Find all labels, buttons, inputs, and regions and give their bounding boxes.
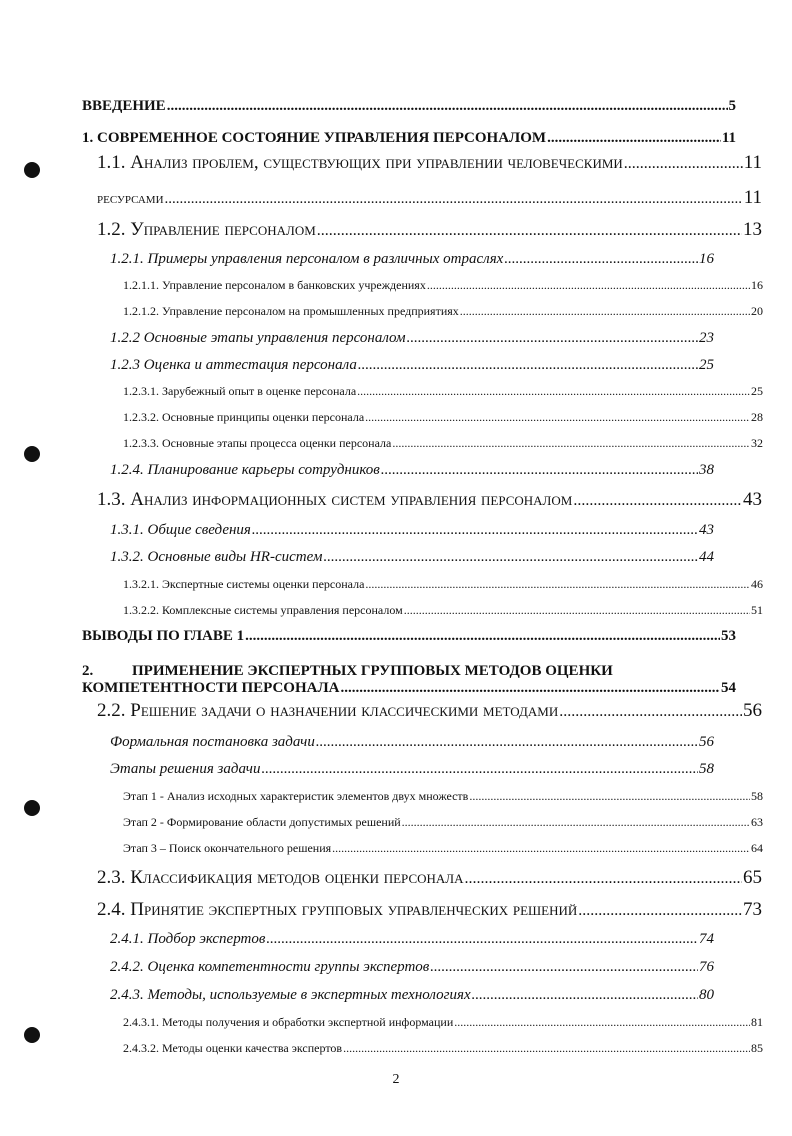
dot-leader bbox=[578, 899, 742, 921]
dot-leader bbox=[392, 436, 750, 451]
toc-entry-title: 1.2.4. Планирование карьеры сотрудников bbox=[110, 462, 380, 478]
page-ref: 76 bbox=[699, 959, 714, 975]
toc-entry bbox=[97, 219, 762, 241]
toc-entry-title: 2.2. Решение задачи о назначении классическими методами bbox=[97, 700, 559, 721]
page-ref: 58 bbox=[699, 761, 714, 777]
toc-entry-title: 1.3.2. Основные виды HR-систем bbox=[110, 549, 323, 565]
toc-entry-title: 1.2.1.2. Управление персоналом на промышленных предприятиях bbox=[123, 304, 459, 318]
dot-leader bbox=[343, 1041, 750, 1056]
chapter-number: 2. bbox=[82, 663, 94, 679]
punch-hole-mark bbox=[24, 800, 40, 816]
toc-entry-title: 1.2.3.3. Основные этапы процесса оценки персонала bbox=[123, 436, 392, 450]
dot-leader bbox=[323, 549, 698, 566]
toc-entry bbox=[123, 577, 763, 592]
toc-entry bbox=[110, 357, 714, 374]
page-ref: 5 bbox=[728, 98, 736, 114]
toc-entry bbox=[123, 304, 763, 319]
page-ref: 23 bbox=[699, 330, 714, 346]
toc-entry-title: ресурсами bbox=[97, 191, 164, 207]
dot-leader bbox=[245, 628, 720, 645]
page-ref: 25 bbox=[751, 384, 763, 398]
toc-entry bbox=[110, 761, 714, 778]
dot-leader bbox=[430, 959, 698, 976]
page-ref: 32 bbox=[751, 436, 763, 450]
page-ref: 54 bbox=[721, 680, 736, 696]
toc-entry bbox=[110, 931, 714, 948]
dot-leader bbox=[407, 330, 698, 347]
toc-entry bbox=[82, 130, 736, 147]
chapter-title-line1: ПРИМЕНЕНИЕ ЭКСПЕРТНЫХ ГРУППОВЫХ МЕТОДОВ ОЦЕНКИ bbox=[132, 663, 613, 679]
page-number: 2 bbox=[392, 1072, 400, 1087]
punch-hole-mark bbox=[24, 1027, 40, 1043]
toc-entry-title: 1.3. Анализ информационных систем управления персоналом bbox=[97, 489, 573, 510]
toc-entry-title: 1.2.3.2. Основные принципы оценки персонала bbox=[123, 410, 365, 424]
dot-leader bbox=[460, 304, 750, 319]
page-ref: 56 bbox=[743, 700, 762, 721]
toc-entry bbox=[123, 436, 763, 451]
toc-entry bbox=[123, 603, 763, 618]
toc-entry bbox=[97, 187, 762, 209]
toc-entry-title: 2.4.3. Методы, используемые в экспертных технологиях bbox=[110, 987, 471, 1003]
page-ref: 13 bbox=[743, 219, 762, 240]
page-ref: 80 bbox=[699, 987, 714, 1003]
toc-entry bbox=[123, 841, 763, 856]
toc-entry bbox=[123, 1041, 763, 1056]
toc-entry-title: 2.4. Принятие экспертных групповых управленческих решений bbox=[97, 899, 578, 920]
dot-leader bbox=[454, 1015, 750, 1030]
toc-entry-title: 1.2.3.1. Зарубежный опыт в оценке персонала bbox=[123, 384, 357, 398]
toc-chapter-2 bbox=[82, 663, 736, 697]
toc-entry bbox=[82, 98, 736, 115]
page-ref: 46 bbox=[751, 577, 763, 591]
toc-entry bbox=[110, 549, 714, 566]
page-ref: 20 bbox=[751, 304, 763, 318]
toc-entry-title: Этапы решения задачи bbox=[110, 761, 261, 777]
punch-hole-mark bbox=[24, 446, 40, 462]
page-ref: 25 bbox=[699, 357, 714, 373]
toc-entry bbox=[110, 522, 714, 539]
toc-entry bbox=[97, 700, 762, 722]
page-ref: 85 bbox=[751, 1041, 763, 1055]
page-ref: 44 bbox=[699, 549, 714, 565]
toc-entry bbox=[123, 384, 763, 399]
toc-entry bbox=[110, 734, 714, 751]
toc-entry-title: ВВЕДЕНИЕ bbox=[82, 98, 166, 114]
page-ref: 16 bbox=[751, 278, 763, 292]
page-ref: 74 bbox=[699, 931, 714, 947]
toc-entry-title: 1.1. Анализ проблем, существующих при управлении человеческими bbox=[97, 152, 623, 173]
toc-entry bbox=[123, 278, 763, 293]
toc-entry bbox=[97, 489, 762, 511]
page-ref: 53 bbox=[721, 628, 736, 644]
page-ref: 65 bbox=[743, 867, 762, 888]
dot-leader bbox=[427, 278, 750, 293]
toc-entry bbox=[110, 987, 714, 1004]
page-ref: 51 bbox=[751, 603, 763, 617]
page-ref: 43 bbox=[743, 489, 762, 510]
dot-leader bbox=[504, 251, 698, 268]
toc-entry-title: 1.3.1. Общие сведения bbox=[110, 522, 251, 538]
toc-entry-title: 1.2.1. Примеры управления персоналом в различных отраслях bbox=[110, 251, 504, 267]
page-ref: 38 bbox=[699, 462, 714, 478]
toc-entry bbox=[123, 410, 763, 425]
toc-entry bbox=[82, 628, 736, 645]
toc-entry-title: 1.2. Управление персоналом bbox=[97, 219, 316, 240]
toc-entry bbox=[110, 462, 714, 479]
page-ref: 81 bbox=[751, 1015, 763, 1029]
page-ref: 43 bbox=[699, 522, 714, 538]
page-ref: 73 bbox=[743, 899, 762, 920]
toc-entry bbox=[110, 251, 714, 268]
dot-leader bbox=[261, 761, 698, 778]
page-ref: 56 bbox=[699, 734, 714, 750]
toc-entry-title: 1.3.2.2. Комплексные системы управления персоналом bbox=[123, 603, 403, 617]
dot-leader bbox=[469, 789, 750, 804]
toc-entry bbox=[123, 815, 763, 830]
toc-entry-title: 2.4.2. Оценка компетентности группы экспертов bbox=[110, 959, 430, 975]
dot-leader bbox=[624, 152, 743, 174]
dot-leader bbox=[358, 357, 698, 374]
dot-leader bbox=[573, 489, 742, 511]
chapter-title-line2: КОМПЕТЕНТНОСТИ ПЕРСОНАЛА bbox=[82, 680, 340, 696]
page-ref: 16 bbox=[699, 251, 714, 267]
dot-leader bbox=[365, 577, 750, 592]
page-ref: 58 bbox=[751, 789, 763, 803]
toc-entry-title: 2.4.1. Подбор экспертов bbox=[110, 931, 266, 947]
toc-entry-title: ВЫВОДЫ ПО ГЛАВЕ 1 bbox=[82, 628, 245, 644]
dot-leader bbox=[252, 522, 698, 539]
dot-leader bbox=[465, 867, 743, 889]
page-ref: 28 bbox=[751, 410, 763, 424]
page-ref: 11 bbox=[743, 187, 762, 208]
dot-leader bbox=[266, 931, 698, 948]
toc-entry-title: 1.3.2.1. Экспертные системы оценки персонала bbox=[123, 577, 365, 591]
toc-entry-title: Формальная постановка задачи bbox=[110, 734, 315, 750]
toc-entry-title: 2.4.3.2. Методы оценки качества экспертов bbox=[123, 1041, 343, 1055]
toc-entry-title: 1. СОВРЕМЕННОЕ СОСТОЯНИЕ УПРАВЛЕНИЯ ПЕРСОНАЛОМ bbox=[82, 130, 547, 146]
dot-leader bbox=[332, 841, 750, 856]
toc-entry bbox=[97, 867, 762, 889]
toc-entry-title: Этап 3 – Поиск окончательного решения bbox=[123, 841, 332, 855]
page-ref: 11 bbox=[743, 152, 762, 173]
toc-entry-title: 2.3. Классификация методов оценки персонала bbox=[97, 867, 464, 888]
dot-leader bbox=[547, 130, 721, 147]
dot-leader bbox=[316, 734, 698, 751]
dot-leader bbox=[402, 815, 750, 830]
toc-entry bbox=[110, 330, 714, 347]
toc-entry bbox=[97, 152, 762, 174]
toc-entry-title: Этап 2 - Формирование области допустимых решений bbox=[123, 815, 401, 829]
toc-entry-title: 1.2.3 Оценка и аттестация персонала bbox=[110, 357, 357, 373]
toc-entry bbox=[123, 1015, 763, 1030]
dot-leader bbox=[165, 191, 743, 208]
dot-leader bbox=[317, 219, 742, 241]
dot-leader bbox=[357, 384, 750, 399]
toc-entry bbox=[123, 789, 763, 804]
dot-leader bbox=[472, 987, 698, 1004]
dot-leader bbox=[167, 98, 728, 115]
page-ref: 64 bbox=[751, 841, 763, 855]
page-ref: 11 bbox=[721, 130, 736, 146]
toc-entry-title: 1.2.1.1. Управление персоналом в банковских учреждениях bbox=[123, 278, 426, 292]
toc-entry bbox=[110, 959, 714, 976]
dot-leader bbox=[365, 410, 750, 425]
toc-entry bbox=[97, 899, 762, 921]
dot-leader bbox=[404, 603, 750, 618]
toc-entry-title: Этап 1 - Анализ исходных характеристик элементов двух множеств bbox=[123, 789, 469, 803]
dot-leader bbox=[381, 462, 698, 479]
page-ref: 63 bbox=[751, 815, 763, 829]
dot-leader bbox=[559, 700, 742, 722]
punch-hole-mark bbox=[24, 162, 40, 178]
dot-leader bbox=[340, 680, 720, 697]
toc-entry-title: 1.2.2 Основные этапы управления персоналом bbox=[110, 330, 406, 346]
toc-entry-title: 2.4.3.1. Методы получения и обработки экспертной информации bbox=[123, 1015, 454, 1029]
